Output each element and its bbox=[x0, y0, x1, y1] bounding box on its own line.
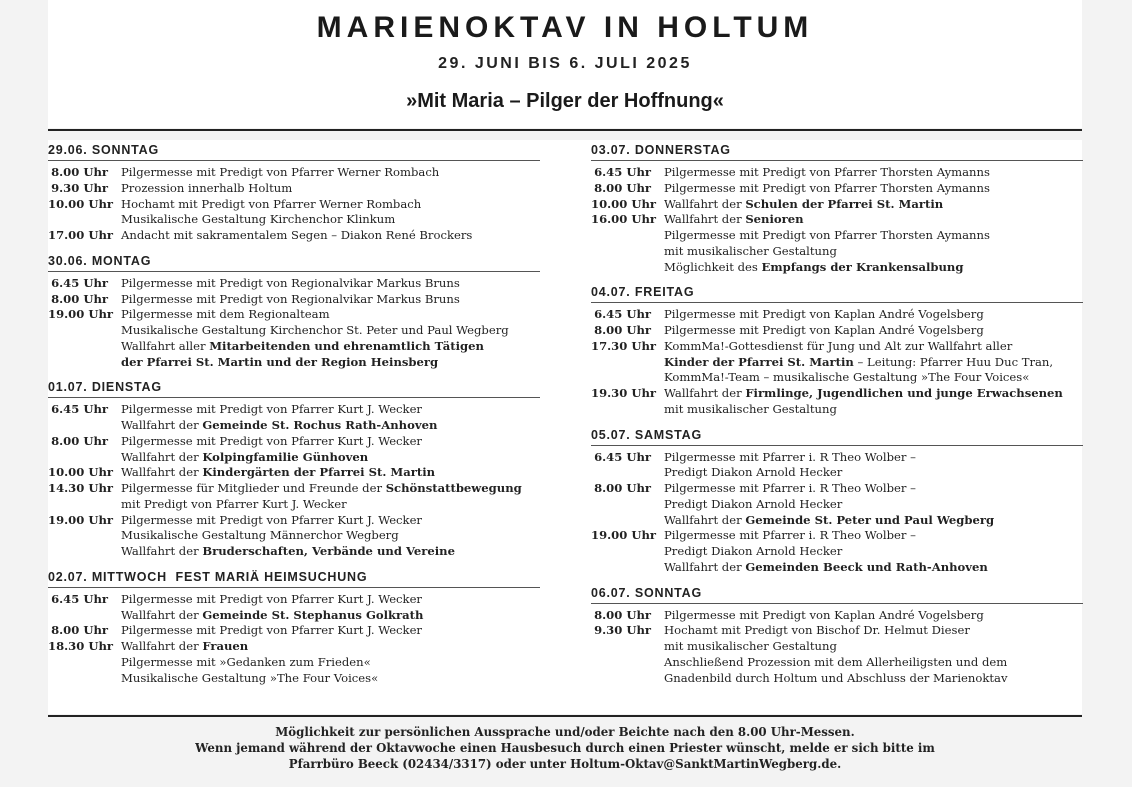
line-text: Pilgermesse mit Predigt von Kaplan André Vogelsberg bbox=[664, 307, 984, 322]
page-title: MARIENOKTAV IN HOLTUM bbox=[316, 11, 814, 44]
line-text: Musikalische Gestaltung Kirchenchor Klinkum bbox=[121, 212, 396, 227]
day-heading: 02.07. MITTWOCH FEST MARIÄ HEIMSUCHUNG bbox=[48, 570, 540, 588]
line-text: Wallfahrt der bbox=[664, 386, 746, 400]
highlight-text: Bruderschaften, Verbände und Vereine bbox=[202, 544, 455, 558]
line-text: Wallfahrt der bbox=[121, 449, 203, 464]
event-line bbox=[664, 339, 1053, 355]
highlight-text: Kolpingfamilie Günhoven bbox=[202, 449, 369, 464]
line-text: mit musikalischer Gestaltung bbox=[664, 639, 837, 653]
line-text: Pilgermesse mit Predigt von Pfarrer Kurt J. Wecker bbox=[121, 512, 422, 527]
event-description bbox=[664, 528, 988, 575]
event-row bbox=[591, 481, 1083, 528]
line-text: KommMa!-Gottesdienst für Jung und Alt zur Wallfahrt aller bbox=[664, 338, 1013, 353]
event-line bbox=[664, 197, 943, 213]
event-row bbox=[48, 197, 540, 229]
event-row bbox=[48, 276, 540, 292]
event-row bbox=[48, 228, 540, 244]
line-text: Predigt Diakon Arnold Hecker bbox=[664, 496, 843, 511]
event-description bbox=[121, 402, 437, 434]
event-time: 6.45 Uhr bbox=[594, 449, 651, 464]
highlight-text: Schönstattbewegung bbox=[385, 481, 522, 495]
line-text: Wallfahrt der bbox=[664, 512, 746, 527]
event-description bbox=[664, 181, 990, 197]
event-row bbox=[48, 292, 540, 308]
event-description bbox=[121, 465, 435, 481]
event-time: 8.00 Uhr bbox=[51, 623, 108, 638]
highlight-text: Gemeinde St. Peter und Paul Wegberg bbox=[745, 512, 995, 527]
event-description bbox=[121, 276, 460, 292]
event-line bbox=[121, 592, 423, 608]
day-heading: 29.06. SONNTAG bbox=[48, 143, 540, 161]
event-row bbox=[591, 386, 1083, 418]
event-line bbox=[121, 212, 421, 228]
event-line bbox=[121, 228, 472, 244]
event-line bbox=[121, 465, 435, 481]
line-text: Musikalische Gestaltung Kirchenchor St. Peter und Paul Wegberg bbox=[121, 323, 509, 337]
highlight-text: Kindergärten der Pfarrei St. Martin bbox=[202, 465, 436, 480]
line-text: Hochamt mit Predigt von Pfarrer Werner Rombach bbox=[121, 196, 422, 211]
highlight-text: Frauen bbox=[202, 639, 249, 653]
event-line bbox=[121, 181, 292, 197]
line-text: Pilgermesse mit Predigt von Pfarrer Thorsten Aymanns bbox=[664, 165, 990, 179]
day-section bbox=[591, 143, 1083, 275]
line-text: Prozession innerhalb Holtum bbox=[121, 180, 293, 195]
line-text: Wallfahrt der bbox=[121, 544, 203, 558]
event-line bbox=[121, 418, 437, 434]
event-row bbox=[48, 639, 540, 686]
event-line bbox=[664, 165, 990, 181]
event-description bbox=[664, 165, 990, 181]
footer-line: Wenn jemand während der Oktavwoche einen Hausbesuch durch einen Priester wünscht, melde er sich bitte im bbox=[195, 741, 935, 755]
event-line bbox=[121, 497, 522, 513]
event-time: 6.45 Uhr bbox=[51, 402, 108, 417]
event-description bbox=[664, 339, 1053, 386]
event-description bbox=[121, 592, 423, 624]
event-line bbox=[664, 307, 984, 323]
line-text: Musikalische Gestaltung »The Four Voices« bbox=[121, 670, 379, 685]
schedule-left-column bbox=[48, 143, 540, 696]
day-heading: 05.07. SAMSTAG bbox=[591, 428, 1083, 446]
event-time: 6.45 Uhr bbox=[51, 591, 108, 606]
event-row bbox=[591, 181, 1083, 197]
event-line bbox=[664, 497, 994, 513]
line-text: mit musikalischer Gestaltung bbox=[664, 243, 837, 258]
event-line bbox=[121, 544, 455, 560]
line-text: Pilgermesse mit Predigt von Pfarrer Kurt J. Wecker bbox=[121, 591, 422, 606]
day-section bbox=[591, 428, 1083, 576]
event-description bbox=[664, 386, 1063, 418]
event-time: 18.30 Uhr bbox=[48, 639, 113, 653]
event-line bbox=[664, 181, 990, 197]
line-text: Musikalische Gestaltung Männerchor Wegberg bbox=[121, 528, 399, 543]
event-row bbox=[591, 323, 1083, 339]
event-row bbox=[48, 402, 540, 434]
event-line bbox=[664, 608, 984, 624]
line-text: mit Predigt von Pfarrer Kurt J. Wecker bbox=[121, 496, 347, 511]
event-row bbox=[48, 592, 540, 624]
event-line bbox=[664, 212, 990, 228]
flyer-header bbox=[48, 0, 1082, 128]
highlight-text: Schulen der Pfarrei St. Martin bbox=[745, 196, 944, 211]
event-line bbox=[121, 608, 423, 624]
line-text: Wallfahrt der bbox=[121, 465, 203, 480]
schedule bbox=[48, 140, 1082, 714]
event-time: 17.00 Uhr bbox=[48, 228, 113, 242]
event-description bbox=[664, 623, 1008, 686]
event-time: 9.30 Uhr bbox=[51, 180, 108, 195]
event-row bbox=[591, 212, 1083, 275]
event-description bbox=[121, 165, 439, 181]
event-line bbox=[664, 671, 1008, 687]
highlight-text: Kinder der Pfarrei St. Martin bbox=[664, 354, 854, 369]
event-row bbox=[591, 450, 1083, 482]
event-line bbox=[664, 560, 988, 576]
event-line bbox=[664, 450, 916, 466]
event-time: 8.00 Uhr bbox=[594, 180, 651, 195]
highlight-text: Gemeinde St. Stephanus Golkrath bbox=[202, 607, 424, 622]
line-text: – Leitung: Pfarrer Huu Duc Tran, bbox=[853, 354, 1054, 369]
line-text: Wallfahrt aller bbox=[121, 338, 210, 353]
event-description bbox=[664, 197, 943, 213]
event-time: 8.00 Uhr bbox=[51, 291, 108, 306]
event-line bbox=[121, 528, 455, 544]
event-line bbox=[121, 339, 509, 355]
line-text: Anschließend Prozession mit dem Allerheiligsten und dem bbox=[664, 654, 1008, 669]
line-text: Pilgermesse mit Predigt von Pfarrer Thorsten Aymanns bbox=[664, 228, 990, 242]
event-description bbox=[664, 450, 916, 482]
event-time: 14.30 Uhr bbox=[48, 481, 113, 495]
event-row bbox=[48, 481, 540, 513]
line-text: Pilgermesse für Mitglieder und Freunde der bbox=[121, 481, 386, 495]
event-description bbox=[664, 212, 990, 275]
bottom-divider bbox=[48, 715, 1082, 717]
footer-line: Möglichkeit zur persönlichen Aussprache und/oder Beichte nach den 8.00 Uhr-Messen. bbox=[275, 725, 855, 739]
line-text: Pilgermesse mit Predigt von Pfarrer Kurt J. Wecker bbox=[121, 402, 422, 417]
line-text: Pilgermesse mit Pfarrer i. R Theo Wolber – bbox=[664, 449, 916, 464]
line-text: Andacht mit sakramentalem Segen – Diakon René Brockers bbox=[121, 228, 473, 242]
event-description bbox=[121, 292, 460, 308]
day-section bbox=[48, 380, 540, 560]
event-line bbox=[664, 228, 990, 244]
event-line bbox=[664, 513, 994, 529]
line-text: Pilgermesse mit Predigt von Kaplan André Vogelsberg bbox=[664, 323, 984, 337]
event-line bbox=[664, 323, 984, 339]
event-description bbox=[121, 434, 422, 466]
line-text: Wallfahrt der bbox=[664, 212, 746, 227]
event-time: 17.30 Uhr bbox=[591, 338, 656, 353]
event-description bbox=[121, 513, 455, 560]
line-text: Pilgermesse mit Predigt von Regionalvikar Markus Bruns bbox=[121, 291, 460, 306]
highlight-text: Senioren bbox=[745, 212, 804, 227]
event-time: 10.00 Uhr bbox=[48, 196, 113, 211]
line-text: Wallfahrt der bbox=[121, 639, 203, 653]
event-description bbox=[121, 228, 472, 244]
event-line bbox=[664, 481, 994, 497]
event-row bbox=[48, 623, 540, 639]
highlight-text: Firmlinge, Jugendlichen und junge Erwachsenen bbox=[745, 386, 1063, 400]
top-divider bbox=[48, 129, 1082, 131]
event-time: 19.00 Uhr bbox=[48, 307, 113, 322]
event-row bbox=[48, 307, 540, 370]
event-time: 10.00 Uhr bbox=[591, 196, 656, 211]
line-text: Möglichkeit des bbox=[664, 259, 762, 274]
day-heading: 30.06. MONTAG bbox=[48, 254, 540, 272]
line-text: Pilgermesse mit Predigt von Pfarrer Werner Rombach bbox=[121, 165, 440, 179]
schedule-right-column bbox=[591, 143, 1083, 696]
event-line bbox=[121, 450, 422, 466]
day-section bbox=[48, 254, 540, 371]
footer-line: Pfarrbüro Beeck (02434/3317) oder unter Holtum-Oktav@SanktMartinWegberg.de. bbox=[288, 757, 842, 771]
day-heading: 06.07. SONNTAG bbox=[591, 586, 1083, 604]
event-line bbox=[121, 513, 455, 529]
event-line bbox=[121, 323, 509, 339]
event-line bbox=[664, 465, 916, 481]
highlight-text: Gemeinden Beeck und Rath-Anhoven bbox=[745, 559, 988, 574]
event-line bbox=[664, 544, 988, 560]
event-line bbox=[121, 355, 509, 371]
day-heading: 01.07. DIENSTAG bbox=[48, 380, 540, 398]
event-line bbox=[121, 623, 422, 639]
highlight-text: Gemeinde St. Rochus Rath-Anhoven bbox=[202, 418, 438, 432]
motto: »Mit Maria – Pilger der Hoffnung« bbox=[406, 90, 724, 112]
day-heading: 04.07. FREITAG bbox=[591, 285, 1083, 303]
event-time: 16.00 Uhr bbox=[591, 212, 656, 227]
event-line bbox=[664, 244, 990, 260]
event-time: 8.00 Uhr bbox=[594, 607, 651, 622]
line-text: Pilgermesse mit Predigt von Regionalvikar Markus Bruns bbox=[121, 275, 460, 290]
day-section bbox=[48, 570, 540, 687]
event-description bbox=[121, 639, 378, 686]
event-line bbox=[664, 402, 1063, 418]
event-row bbox=[48, 465, 540, 481]
event-line bbox=[121, 655, 378, 671]
line-text: KommMa!-Team – musikalische Gestaltung »The Four Voices« bbox=[664, 370, 1030, 385]
line-text: Pilgermesse mit »Gedanken zum Frieden« bbox=[121, 654, 371, 669]
day-section bbox=[591, 285, 1083, 417]
event-line bbox=[664, 386, 1063, 402]
event-time: 9.30 Uhr bbox=[594, 623, 651, 638]
event-time: 8.00 Uhr bbox=[594, 323, 651, 337]
line-text: Hochamt mit Predigt von Bischof Dr. Helmut Dieser bbox=[664, 623, 970, 638]
event-line bbox=[664, 370, 1053, 386]
event-time: 6.45 Uhr bbox=[51, 275, 108, 290]
line-text: Wallfahrt der bbox=[664, 559, 746, 574]
line-text: Wallfahrt der bbox=[121, 418, 203, 432]
line-text: Pilgermesse mit Predigt von Pfarrer Thorsten Aymanns bbox=[664, 180, 990, 195]
line-text: Pilgermesse mit Pfarrer i. R Theo Wolber – bbox=[664, 528, 916, 543]
event-row bbox=[591, 197, 1083, 213]
line-text: Pilgermesse mit Pfarrer i. R Theo Wolber – bbox=[664, 481, 916, 495]
event-line bbox=[121, 165, 439, 181]
highlight-text: Empfangs der Krankensalbung bbox=[761, 259, 964, 274]
event-line bbox=[121, 307, 509, 323]
day-heading: 03.07. DONNERSTAG bbox=[591, 143, 1083, 161]
event-line bbox=[664, 639, 1008, 655]
event-description bbox=[664, 307, 984, 323]
event-row bbox=[591, 307, 1083, 323]
event-time: 6.45 Uhr bbox=[594, 307, 651, 322]
event-time: 8.00 Uhr bbox=[594, 481, 651, 495]
line-text: Pilgermesse mit Predigt von Pfarrer Kurt J. Wecker bbox=[121, 433, 422, 448]
event-line bbox=[121, 276, 460, 292]
line-text: Wallfahrt der bbox=[664, 196, 746, 211]
event-line bbox=[664, 623, 1008, 639]
event-line bbox=[121, 434, 422, 450]
event-row bbox=[591, 608, 1083, 624]
event-description bbox=[664, 608, 984, 624]
event-time: 19.00 Uhr bbox=[48, 512, 113, 527]
event-description bbox=[664, 481, 994, 528]
event-line bbox=[121, 671, 378, 687]
highlight-text: Mitarbeitenden und ehrenamtlich Tätigen bbox=[209, 338, 484, 353]
line-text: Predigt Diakon Arnold Hecker bbox=[664, 465, 843, 480]
event-line bbox=[664, 528, 988, 544]
event-row bbox=[48, 513, 540, 560]
line-text: Gnadenbild durch Holtum und Abschluss der Marienoktav bbox=[664, 670, 1008, 685]
event-row bbox=[591, 528, 1083, 575]
event-description bbox=[121, 481, 522, 513]
day-section bbox=[591, 586, 1083, 687]
event-row bbox=[48, 434, 540, 466]
event-time: 8.00 Uhr bbox=[51, 433, 108, 448]
event-description bbox=[664, 323, 984, 339]
event-row bbox=[48, 181, 540, 197]
event-row bbox=[48, 165, 540, 181]
line-text: mit musikalischer Gestaltung bbox=[664, 401, 837, 416]
event-line bbox=[664, 655, 1008, 671]
event-line bbox=[121, 481, 522, 497]
event-line bbox=[664, 260, 990, 276]
event-row bbox=[591, 165, 1083, 181]
date-range: 29. JUNI BIS 6. JULI 2025 bbox=[438, 55, 692, 72]
event-row bbox=[591, 623, 1083, 686]
footer-note bbox=[48, 718, 1082, 787]
line-text: Pilgermesse mit dem Regionalteam bbox=[121, 307, 330, 322]
event-row bbox=[591, 339, 1083, 386]
event-line bbox=[121, 197, 421, 213]
event-description bbox=[121, 181, 292, 197]
line-text: Pilgermesse mit Predigt von Pfarrer Kurt J. Wecker bbox=[121, 623, 422, 638]
event-time: 19.30 Uhr bbox=[591, 386, 656, 400]
event-line bbox=[121, 292, 460, 308]
event-time: 10.00 Uhr bbox=[48, 465, 113, 480]
day-section bbox=[48, 143, 540, 244]
line-text: Wallfahrt der bbox=[121, 607, 203, 622]
event-time: 6.45 Uhr bbox=[594, 165, 651, 179]
event-line bbox=[664, 355, 1053, 371]
event-line bbox=[121, 639, 378, 655]
event-description bbox=[121, 623, 422, 639]
event-description bbox=[121, 197, 421, 229]
line-text: Predigt Diakon Arnold Hecker bbox=[664, 544, 843, 558]
event-time: 19.00 Uhr bbox=[591, 528, 656, 543]
event-description bbox=[121, 307, 509, 370]
event-time: 8.00 Uhr bbox=[51, 165, 108, 179]
highlight-text: der Pfarrei St. Martin und der Region Heinsberg bbox=[121, 354, 439, 369]
line-text: Pilgermesse mit Predigt von Kaplan André Vogelsberg bbox=[664, 607, 984, 622]
event-line bbox=[121, 402, 437, 418]
